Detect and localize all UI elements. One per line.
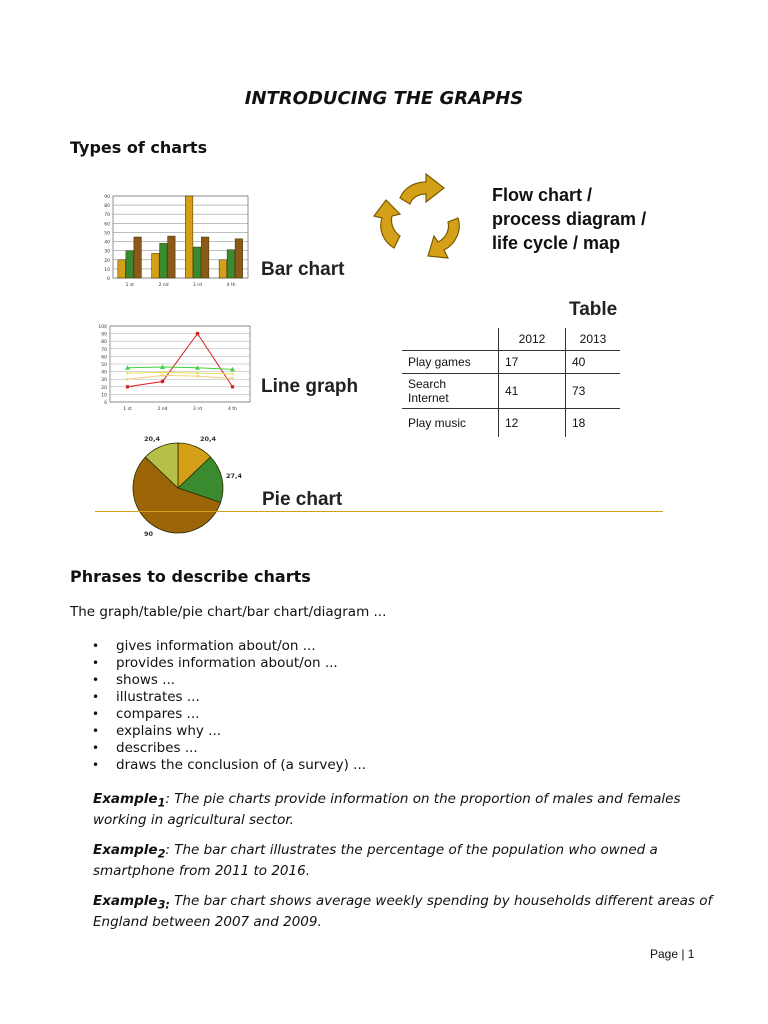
- bar: [152, 253, 160, 278]
- list-item: • gives information about/on ...: [92, 638, 366, 655]
- table-header-row: [402, 328, 620, 351]
- example-label: Example: [93, 791, 158, 807]
- flow-label-line: life cycle / map: [492, 233, 621, 253]
- example-text: : The pie charts provide information on the proportion of males and females working in agricultural sector.: [93, 791, 681, 828]
- bar: [219, 260, 227, 278]
- line-point: [161, 371, 164, 374]
- bar-y-tick-label: 90: [104, 195, 110, 200]
- bar-y-tick-label: 0: [107, 277, 110, 282]
- bar-x-tick-label: 4 th: [226, 283, 236, 288]
- bar: [235, 239, 243, 278]
- page-title: INTRODUCING THE GRAPHS: [244, 88, 524, 109]
- example-text: : The bar chart illustrates the percentage of the population who owned a smartphone from 2011 to 2016.: [93, 842, 658, 879]
- example-1: [93, 791, 713, 829]
- flow-chart-label: [492, 183, 646, 255]
- example-sub: 2: [157, 847, 166, 861]
- bar-y-tick-label: 20: [104, 258, 110, 264]
- bar: [126, 251, 134, 278]
- line-series: [128, 334, 233, 387]
- bar: [201, 237, 209, 278]
- pie-chart: [130, 430, 243, 540]
- list-item: • draws the conclusion of (a survey) ...: [92, 757, 366, 774]
- line-y-tick-label: 90: [101, 332, 107, 338]
- line-y-tick-label: 10: [101, 393, 107, 399]
- table-cell: 12: [499, 409, 566, 438]
- bar: [134, 237, 142, 278]
- cycle-arrows-icon: [366, 160, 484, 270]
- example-sub: 1: [157, 796, 166, 810]
- pie-data-label: 90: [144, 530, 154, 538]
- table-cell: Play games: [402, 351, 499, 374]
- list-item: • shows ...: [92, 672, 366, 689]
- line-y-tick-label: 30: [101, 378, 107, 384]
- line-graph-label: Line graph: [261, 376, 359, 397]
- line-chart: [96, 322, 256, 414]
- bar-y-tick-label: 60: [104, 222, 110, 228]
- bar-y-tick-label: 10: [104, 267, 110, 273]
- bar-y-tick-label: 30: [104, 249, 110, 255]
- pie-data-label: 20,4: [144, 435, 161, 443]
- table-header-cell: [402, 328, 499, 351]
- table-cell: 41: [499, 374, 566, 409]
- bar-y-tick-label: 80: [104, 204, 110, 210]
- bar: [118, 260, 126, 278]
- line-point: [161, 374, 164, 377]
- bar: [193, 247, 201, 278]
- line-point: [126, 385, 130, 389]
- list-item: • illustrates ...: [92, 689, 366, 706]
- example-3: [93, 893, 713, 931]
- line-y-tick-label: 40: [101, 370, 107, 376]
- table-cell: 40: [566, 351, 621, 374]
- line-y-tick-label: 20: [101, 385, 107, 391]
- phrase-list: [92, 638, 366, 774]
- phrases-heading: Phrases to describe charts: [70, 567, 311, 586]
- pie-data-label: 27,4: [226, 472, 243, 480]
- line-point: [196, 372, 199, 375]
- list-item: • explains why ...: [92, 723, 366, 740]
- line-y-tick-label: 80: [101, 340, 107, 346]
- line-series: [128, 367, 233, 369]
- bar: [227, 250, 235, 278]
- bar: [185, 196, 193, 278]
- table-header-cell: 2012: [499, 328, 566, 351]
- bar-y-tick-label: 70: [104, 213, 110, 219]
- example-label: Example: [93, 893, 158, 909]
- line-point: [196, 375, 199, 378]
- table-row: [402, 409, 620, 438]
- table-row: [402, 351, 620, 374]
- line-point: [126, 372, 129, 375]
- table-cell: 17: [499, 351, 566, 374]
- line-x-tick-label: 3 rd: [193, 407, 202, 412]
- list-item: • describes ...: [92, 740, 366, 757]
- list-item: • provides information about/on ...: [92, 655, 366, 672]
- bar-y-tick-label: 50: [104, 231, 110, 237]
- table-cell: 18: [566, 409, 621, 438]
- bar-x-tick-label: 3 rd: [192, 283, 202, 288]
- data-table: [402, 328, 620, 437]
- line-y-tick-label: 60: [101, 355, 107, 361]
- line-y-tick-label: 50: [101, 363, 107, 368]
- table-cell: Search Internet: [402, 374, 499, 409]
- table-header-cell: 2013: [566, 328, 621, 351]
- bar-chart: [100, 192, 255, 290]
- table-label: Table: [569, 299, 618, 320]
- line-point: [231, 373, 234, 376]
- bar: [168, 236, 176, 278]
- line-x-tick-label: 2 nd: [157, 407, 168, 412]
- line-y-tick-label: 70: [101, 347, 107, 353]
- bar-y-tick-label: 40: [104, 240, 110, 246]
- example-text: The bar chart shows average weekly spending by households different areas of England between 2007 and 2009.: [93, 893, 713, 930]
- line-point: [126, 378, 129, 381]
- line-point: [231, 385, 235, 389]
- line-y-tick-label: 100: [98, 325, 107, 330]
- bar-x-tick-label: 2 nd: [158, 283, 169, 288]
- list-item: • compares ...: [92, 706, 366, 723]
- line-point: [161, 380, 165, 384]
- line-series: [128, 375, 233, 379]
- example-label: Example: [93, 842, 158, 858]
- divider-rule: [95, 511, 663, 512]
- pie-chart-label: Pie chart: [262, 489, 343, 510]
- line-point: [231, 377, 234, 380]
- table-cell: Play music: [402, 409, 499, 438]
- page-number: Page | 1: [650, 947, 695, 961]
- pie-data-label: 20,4: [200, 435, 217, 443]
- table-cell: 73: [566, 374, 621, 409]
- line-series: [128, 372, 233, 374]
- bar-x-tick-label: 1 st: [125, 283, 135, 288]
- intro-text: The graph/table/pie chart/bar chart/diagram ...: [70, 604, 387, 620]
- line-x-tick-label: 4 th: [228, 407, 237, 412]
- example-sub: 3:: [157, 898, 170, 912]
- example-2: [93, 842, 713, 880]
- line-y-tick-label: 0: [104, 401, 107, 406]
- bar: [160, 243, 168, 278]
- flow-label-line: process diagram /: [492, 209, 647, 229]
- line-point: [196, 332, 200, 336]
- bar-chart-label: Bar chart: [261, 259, 345, 280]
- table-row: [402, 374, 620, 409]
- types-heading: Types of charts: [70, 138, 208, 157]
- flow-label-line: Flow chart /: [492, 185, 593, 205]
- line-x-tick-label: 1 st: [123, 407, 132, 412]
